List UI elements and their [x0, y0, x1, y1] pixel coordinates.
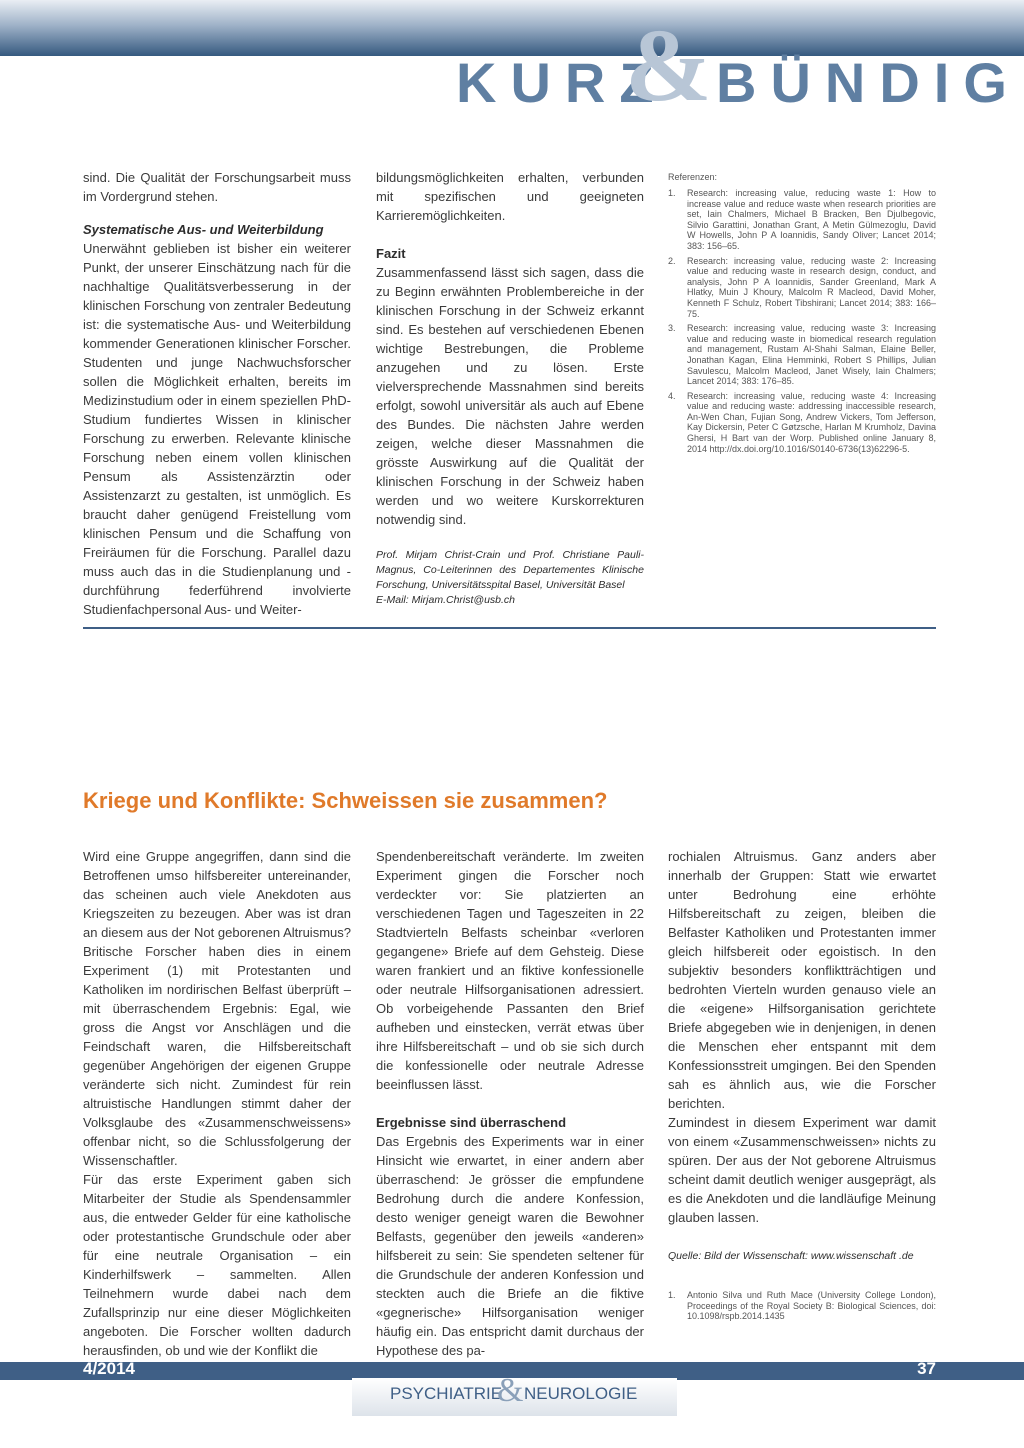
footnote-number: 1.: [668, 1290, 676, 1300]
article-title: Kriege und Konflikte: Schweissen sie zusammen?: [83, 788, 608, 813]
paragraph: Zusammenfassend lässt sich sagen, dass die zu Beginn erwähnten Problembereiche in der klinischen Forschung in der Schweiz erkannt sind. Es bestehen auf verschiedenen Ebenen wichtige Bestrebungen, die Probleme anzugehen und zu lösen. Erste vielversprechende Massnahmen sind bereits erfolgt, sowohl universitär als auch auf Ebene des Bundes. Die nächsten Jahre werden zeigen, welche dieser Massnahmen die grösste Auswirkung auf die Qualität der klinischen Forschung in der Schweiz haben werden und wo weitere Kurskorrekturen notwendig sind.: [376, 265, 644, 527]
footnote: [668, 1290, 936, 1322]
reference-item: [668, 188, 936, 252]
reference-text: Research: increasing value, reducing waste 1: How to increase value and reduce waste when research priorities are set, Iain Chalmers, Michael B Bracken, Ben Djulbegovic, Silvio Garattini, Jonathan Grant, A Metin Gülmezoglu, David W Howells, John P A Ioannidis, Sandy Oliver; Lancet 2014; 383: 156–65.: [687, 188, 936, 251]
paragraph: rochialen Altruismus. Ganz anders aber innerhalb der Gruppen: Statt wie erwartet unter Bedrohung eine erhöhte Hilfsbereitschaft zu zeigen, bleiben die Belfaster Katholiken und Protestanten immer gleich hilfsbereit oder egoistisch. In den subjektiv besonders konfliktträchtigen und bedrohten Vierteln wurden genauso viele an die «eigene» Hilfsorganisation gerichtete Briefe abgegeben wie in denjenigen, in denen die Menschen eher entspannt mit dem Konfessionsstreit umgingen. Bei den Spenden sah es ähnlich aus, wie die Forscher berichten.: [668, 849, 936, 1111]
article-column-1: [83, 847, 351, 1360]
reference-text: Research: increasing value, reducing waste 2: Increasing value and reducing waste in research design, conduct, and analysis, John P A Ioannidis, Sander Greenland, Mark A Hlatky, Muin J Khoury, Malcolm R Macleod, David Moher, Kenneth F Schulz, Robert Tibshirani; Lancet 2014; 383: 166–75.: [687, 255, 936, 319]
reference-item: [668, 323, 936, 387]
article-column-2: [376, 847, 644, 1360]
reference-item: [668, 391, 936, 455]
reference-number: 2.: [668, 255, 676, 266]
paragraph: Spendenbereitschaft veränderte. Im zweiten Experiment gingen die Forscher noch verdeckter vor: Sie platzierten an verschiedenen Tagen und Tageszeiten in 22 Stadtvierteln Belfasts scheinbar «verloren gegangene» Briefe auf dem Gehsteig. Diese waren frankiert und an fiktive konfessionelle oder neutrale Hilfsorganisationen adressiert. Ob vorbeigehende Passanten den Brief aufheben und einstecken, verrät etwas über ihre Hilfsbereitschaft – und ob sie sich durch die konfessionelle oder neutrale Adresse beeinflussen lässt.: [376, 849, 644, 1092]
issue-number: 4/2014: [83, 1359, 135, 1378]
section-heading: Ergebnisse sind überraschend: [376, 1115, 567, 1130]
section-heading: Fazit: [376, 246, 406, 261]
reference-item: [668, 256, 936, 320]
reference-number: 4.: [668, 390, 676, 401]
brand-word-buendig: BÜNDIG: [716, 51, 1021, 114]
logo-word-neurologie: NEUROLOGIE: [524, 1384, 638, 1403]
section-divider: [83, 627, 936, 629]
reference-number: 3.: [668, 323, 676, 334]
section-heading: Systematische Aus- und Weiterbildung: [83, 222, 324, 237]
references-title: Referenzen:: [668, 172, 718, 182]
top-article-column-2: [376, 168, 644, 608]
paragraph: sind. Die Qualität der Forschungsarbeit muss im Vordergrund stehen.: [83, 170, 351, 204]
paragraph: Das Ergebnis des Experiments war in einer Hinsicht wie erwartet, in einer andern aber überraschend: Je grösser die empfundene Bedrohung durch die andere Konfession, desto weniger geneigt waren die Bewohner Belfasts, gegenüber den jeweils «anderen» hilfsbereit zu sein: Sie spendeten seltener für die Grundschule der anderen Konfession und steckten auch die Briefe an die fiktive «gegnerische» Hilfsorganisation weniger häufig ein. Das entspricht damit durchaus der Hypothese des pa-: [376, 1134, 644, 1358]
paragraph: bildungsmöglichkeiten erhalten, verbunden mit spezifischen und geeigneten Karrieremöglichkeiten.: [376, 170, 644, 223]
logo-word-psychiatrie: PSYCHIATRIE: [390, 1384, 503, 1403]
reference-text: Research: increasing value, reducing waste 3: Increasing value and reducing waste in biomedical research regulation and management, Rustam Al-Shahi Salman, Elaine Beller, Jonathan Kagan, Elina Hemminki, Robert S Phillips, Julian Savulescu, Malcolm Macleod, Janet Wisely, Iain Chalmers; Lancet 2014; 383: 176–85.: [687, 323, 936, 387]
logo-ampersand: &: [497, 1372, 524, 1409]
reference-text: Research: increasing value, reducing waste 4: Increasing value and reducing waste: addressing inaccessible research, An-Wen Chan, Fujian Song, Andrew Vickers, Tom Jefferson, Kay Dickersin, Peter C Gøtzsche, Harlan M Krumholz, Davina Ghersi, H Bart van der Worp. Published online January 8, 2014 http://dx.doi.org/10.1016/S0140-6736(13)62296-5.: [687, 390, 936, 454]
author-email: E-Mail: Mirjam.Christ@usb.ch: [376, 594, 516, 606]
paragraph: Wird eine Gruppe angegriffen, dann sind die Betroffenen umso hilfsbereiter untereinander, das scheinen auch viele Anekdoten aus Kriegszeiten zu bezeugen. Aber was ist dran an diesem aus der Not geborenen Altruismus? Britische Forscher haben dies in einem Experiment (1) mit Protestanten und Katholiken im nordirischen Belfast überprüft – mit überraschendem Ergebnis: Egal, wie gross die Angst vor Anschlägen und die Feindschaft waren, die Hilfsbereitschaft gegenüber Angehörigen der eigenen Gruppe veränderte sich nicht. Zumindest für rein altruistische Handlungen stimmt daher der Volksglaube des «Zusammenschweissens» offenbar nicht, so die Schlussfolgerung der Wissenschaftler.: [83, 849, 351, 1168]
brand-word-kurz: KURZ: [456, 51, 668, 114]
references-column: [668, 171, 936, 458]
header-brand-logo: [378, 8, 1021, 123]
page-number: 37: [917, 1359, 936, 1378]
source-note: Quelle: Bild der Wissenschaft: www.wissenschaft .de: [668, 1250, 914, 1262]
paragraph: Für das erste Experiment gaben sich Mitarbeiter der Studie als Spendensammler aus, die entweder Gelder für eine katholische oder protestantische Grundschule oder aber für eine neutrale Organisation – ein Kinderhilfswerk – sammelten. Allen Teilnehmern wurde dabei nach dem Zufallsprinzip nur eine dieser Möglichkeiten angeboten. Die Forscher wollten dadurch herausfinden, ob und wie der Konflikt die: [83, 1172, 351, 1358]
journal-logo: [352, 1372, 677, 1416]
brand-ampersand: &: [625, 8, 712, 123]
paragraph: Unerwähnt geblieben ist bisher ein weiterer Punkt, der unserer Einschätzung nach für die nachhaltige Qualitätsverbesserung in der klinischen Forschung von zentraler Bedeutung ist: die systematische Aus- und Weiterbildung kommender Generationen klinischer Forscher. Studenten und junge Nachwuchsforscher sollen die Möglichkeit erhalten, bereits im Medizinstudium oder in einem speziellen PhD-Studium fundiertes Wissen in klinischer Forschung zu erwerben. Relevante klinische Forschung neben einem vollen klinischen Pensum als Assistenzärztin oder Assistenzarzt zu gestalten, ist unmöglich. Es braucht daher genügend Freistellung vom klinischen Pensum und die Schaffung von Freiräumen für die Forschung. Parallel dazu muss auch das in die Studienplanung und -durchführung federführend involvierte Studienfachpersonal Aus- und Weiter-: [83, 241, 351, 617]
footnote-text: Antonio Silva und Ruth Mace (University College London), Proceedings of the Royal Society B: Biological Sciences, doi: 10.1098/rspb.2014.1435: [687, 1290, 936, 1322]
article-column-3: [668, 847, 936, 1326]
top-article-column-1: [83, 168, 351, 619]
reference-number: 1.: [668, 188, 676, 198]
paragraph: Zumindest in diesem Experiment war damit von einem «Zusammenschweissen» nichts zu spüren. Der aus der Not geborene Altruismus scheint damit deutlich weniger ausgeprägt, als es die Anekdoten und die landläufige Meinung glauben lassen.: [668, 1115, 936, 1225]
author-signature: Prof. Mirjam Christ-Crain und Prof. Christiane Pauli-Magnus, Co-Leiterinnen des Departementes Klinische Forschung, Universitätsspital Basel, Universität Basel: [376, 549, 644, 591]
